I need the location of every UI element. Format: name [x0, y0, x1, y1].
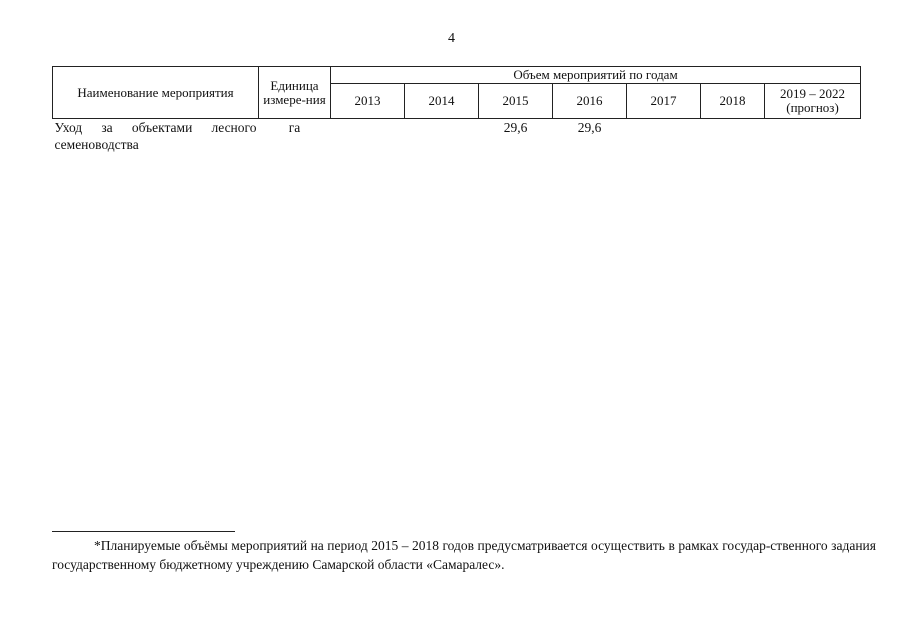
cell-2013	[331, 119, 405, 154]
header-year-2018: 2018	[701, 84, 765, 119]
row-name: Уход за объектами лесного семеноводства	[54, 120, 257, 152]
header-year-2016: 2016	[553, 84, 627, 119]
header-year-2013: 2013	[331, 84, 405, 119]
cell-2018	[701, 119, 765, 154]
table-row	[53, 119, 861, 154]
cell-2014	[405, 119, 479, 154]
page-number: 4	[448, 31, 455, 46]
cell-2015: 29,6	[503, 120, 528, 135]
row-unit: га	[288, 120, 301, 135]
header-year-2015: 2015	[479, 84, 553, 119]
header-name: Наименование мероприятия	[53, 67, 259, 119]
footnote: *Планируемые объёмы мероприятий на период 2015 – 2018 годов предусматривается осуществить в рамках государ-ственного задания государственному бюджетному учреждению Самарской области «Самаралес».	[52, 538, 876, 572]
header-year-2014: 2014	[405, 84, 479, 119]
header-year-2017: 2017	[627, 84, 701, 119]
header-volume-by-years: Объем мероприятий по годам	[331, 67, 861, 84]
cell-2017	[627, 119, 701, 154]
header-unit: Единица измере-ния	[259, 67, 331, 119]
footnote-separator	[52, 531, 235, 532]
cell-2016: 29,6	[577, 120, 602, 135]
cell-2019-2022	[765, 119, 861, 154]
activities-table	[52, 66, 861, 153]
header-year-2019-2022: 2019 – 2022 (прогноз)	[765, 84, 861, 119]
